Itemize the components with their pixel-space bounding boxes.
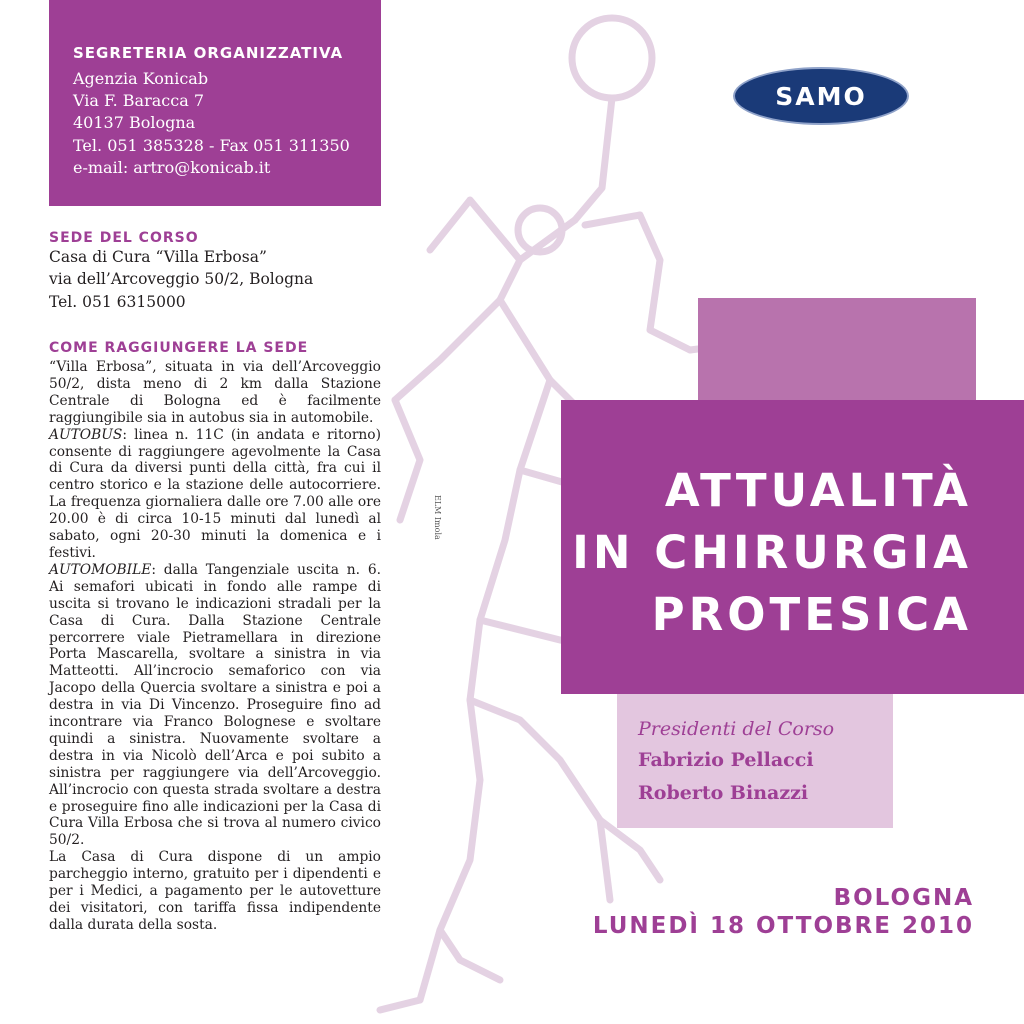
venue-phone: Tel. 051 6315000 xyxy=(49,292,186,311)
event-place-date xyxy=(593,884,974,940)
title-line-1: ATTUALITÀ xyxy=(664,464,972,517)
title-line-3: PROTESICA xyxy=(651,588,972,641)
directions-section xyxy=(49,340,381,934)
event-city: BOLOGNA xyxy=(833,885,974,911)
title-line-2: IN CHIRURGIA xyxy=(572,526,972,579)
car-label: AUTOMOBILE xyxy=(49,561,152,578)
decor-rect xyxy=(698,298,976,400)
directions-intro: “Villa Erbosa”, situata in via dell’Arcoveggio 50/2, dista meno di 2 km dalla Stazione Centrale di Bologna ed è facilmente raggiungibile sia in autobus sia in automobile. xyxy=(49,359,381,426)
organizer-street: Via F. Baracca 7 xyxy=(73,91,205,111)
directions-car xyxy=(49,562,381,849)
samo-logo-text: SAMO xyxy=(775,81,867,111)
directions-text xyxy=(49,359,381,934)
organizer-phone: Tel. 051 385328 - Fax 051 311350 xyxy=(73,135,350,155)
venue-heading: SEDE DEL CORSO xyxy=(49,230,199,246)
title-box xyxy=(561,400,1024,694)
organizer-agency: Agenzia Konicab xyxy=(73,69,209,88)
car-text: : dalla Tangenziale uscita n. 6. Ai semafori ubicati in fondo alle rampe di uscita si trovano le indicazioni stradali per la Casa di Cura. Dalla Stazione Centrale percorrere viale Pietramellara in direzione Porta Mascarella, svoltare a sinistra in via Matteotti. All’incrocio semaforico con via Jacopo della Quercia svoltare a sinistra e poi a destra in via Di Vincenzo. Proseguire fino ad incontrare via Franco Bolognese e svoltare quindi a sinistra. Nuovamente svoltare a destra in via Nicolò dell’Arca e poi subito a sinistra per raggiungere via dell’Arcoveggio. All’incrocio con questa strada svoltare a destra e proseguire fino alle indicazioni per la Casa di Cura Villa Erbosa che si trova al numero civico 50/2. xyxy=(49,561,381,849)
organizer-city: 40137 Bologna xyxy=(73,113,196,133)
directions-parking: La Casa di Cura dispone di un ampio parcheggio interno, gratuito per i dipendenti e per i Medici, a pagamento per le autovetture dei visitatori, con tariffa fissa indipendente dalla durata della sosta. xyxy=(49,849,381,933)
organizer-box xyxy=(49,0,381,206)
event-date: LUNEDÌ 18 OTTOBRE 2010 xyxy=(592,913,974,939)
directions-heading: COME RAGGIUNGERE LA SEDE xyxy=(49,340,309,356)
samo-logo xyxy=(733,67,909,125)
print-credit: ELM Imola xyxy=(433,495,442,540)
presidents-box xyxy=(617,694,893,828)
president-name-2: Roberto Binazzi xyxy=(638,782,809,804)
directions-bus xyxy=(49,427,381,562)
venue-section xyxy=(49,230,389,313)
event-title xyxy=(572,460,972,646)
bus-text: : linea n. 11C (in andata e ritorno) consente di raggiungere agevolmente la Casa di Cura da diversi punti della città, fra cui il centro storico e la stazione delle autocorriere. La frequenza giornaliera dalle ore 7.00 alle ore 20.00 è di circa 10-15 minuti dal lunedì al sabato, ogni 20-30 minuti la domenica e i festivi. xyxy=(49,426,381,561)
venue-address: via dell’Arcoveggio 50/2, Bologna xyxy=(49,270,314,289)
bus-label: AUTOBUS xyxy=(49,426,123,443)
president-name-1: Fabrizio Pellacci xyxy=(638,749,814,771)
organizer-email[interactable]: e-mail: artro@konicab.it xyxy=(73,157,271,177)
presidents-label: Presidenti del Corso xyxy=(638,718,835,740)
organizer-title: SEGRETERIA ORGANIZZATIVA xyxy=(73,44,344,62)
venue-name: Casa di Cura “Villa Erbosa” xyxy=(49,248,267,266)
